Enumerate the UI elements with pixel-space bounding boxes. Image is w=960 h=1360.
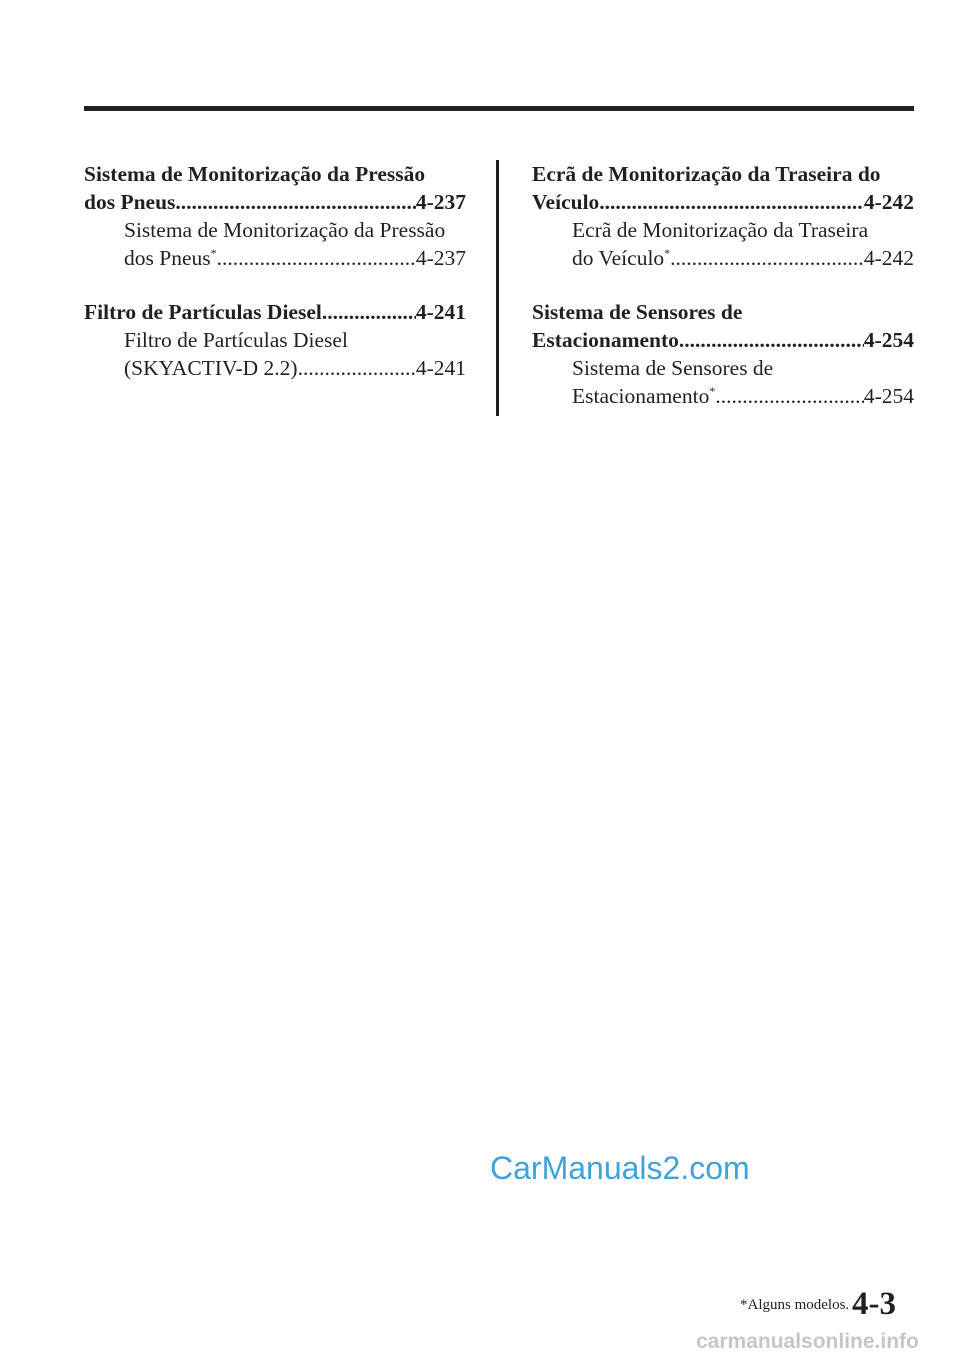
toc-heading-text: Sistema de Sensores de (532, 300, 743, 324)
toc-section-rear-monitor (532, 160, 914, 272)
toc-page-ref: 4-254 (863, 328, 914, 352)
toc-entry-line (532, 216, 914, 244)
toc-page-ref: 4-242 (863, 246, 914, 270)
page-number: 4-3 (852, 1286, 896, 1322)
toc-entry-text: Filtro de Partículas Diesel (124, 328, 348, 352)
toc-entry-text: Ecrã de Monitorização da Traseira (572, 218, 869, 242)
toc-heading-link[interactable] (532, 326, 914, 354)
toc-entry-line (84, 326, 466, 354)
leader-dots (298, 354, 416, 382)
toc-heading-line (532, 160, 914, 188)
leader-dots (670, 244, 864, 272)
toc-entry-link[interactable] (532, 382, 914, 410)
toc-entry-text: Estacionamento (572, 384, 710, 408)
toc-page-ref: 4-242 (863, 190, 914, 214)
toc-page-ref: 4-237 (415, 246, 466, 270)
top-rule (84, 106, 914, 111)
toc-heading-line (532, 298, 914, 326)
watermark-logo: CarManuals2.com (490, 1150, 750, 1186)
toc-page-ref: 4-254 (863, 384, 914, 408)
leader-dots (679, 326, 864, 354)
toc-heading-link[interactable] (84, 188, 466, 216)
toc-entry-link[interactable] (84, 244, 466, 272)
toc-entry-line (84, 216, 466, 244)
some-models-mark: * (664, 246, 671, 260)
toc-entry-line (532, 354, 914, 382)
toc-section-tire-pressure (84, 160, 466, 272)
some-models-mark: * (210, 246, 217, 260)
toc-entry-text: Sistema de Monitorização da Pressão (124, 218, 446, 242)
toc-heading-text: Ecrã de Monitorização da Traseira do (532, 162, 881, 186)
toc-heading-link[interactable] (84, 298, 466, 326)
site-watermark: carmanualsonline.info (696, 1330, 919, 1353)
leader-dots (599, 188, 864, 216)
toc-page-ref: 4-241 (415, 300, 466, 324)
leader-dots (715, 382, 864, 410)
toc-heading-text: Veículo (532, 190, 600, 214)
toc-heading-link[interactable] (532, 188, 914, 216)
toc-heading-text: Sistema de Monitorização da Pressão (84, 162, 426, 186)
some-models-mark: * (709, 384, 716, 398)
toc-page-ref: 4-241 (415, 356, 466, 380)
leader-dots (217, 244, 416, 272)
toc-entry-text: dos Pneus (124, 246, 211, 270)
column-divider (496, 160, 499, 416)
toc-left-column (84, 160, 466, 382)
toc-section-parking-sensors (532, 298, 914, 410)
toc-entry-text: (SKYACTIV-D 2.2) (124, 356, 298, 380)
toc-entry-link[interactable] (84, 354, 466, 382)
toc-entry-link[interactable] (532, 244, 914, 272)
toc-heading-text: dos Pneus (84, 190, 176, 214)
footnote: *Alguns modelos. (740, 1297, 850, 1313)
toc-entry-text: do Veículo (572, 246, 665, 270)
toc-heading-text: Estacionamento (532, 328, 679, 352)
leader-dots (175, 188, 415, 216)
toc-entry-text: Sistema de Sensores de (572, 356, 774, 380)
toc-section-diesel-filter (84, 298, 466, 382)
toc-heading-line (84, 160, 466, 188)
leader-dots (322, 298, 416, 326)
toc-right-column (532, 160, 914, 410)
toc-page-ref: 4-237 (415, 190, 466, 214)
toc-heading-text: Filtro de Partículas Diesel (84, 300, 322, 324)
